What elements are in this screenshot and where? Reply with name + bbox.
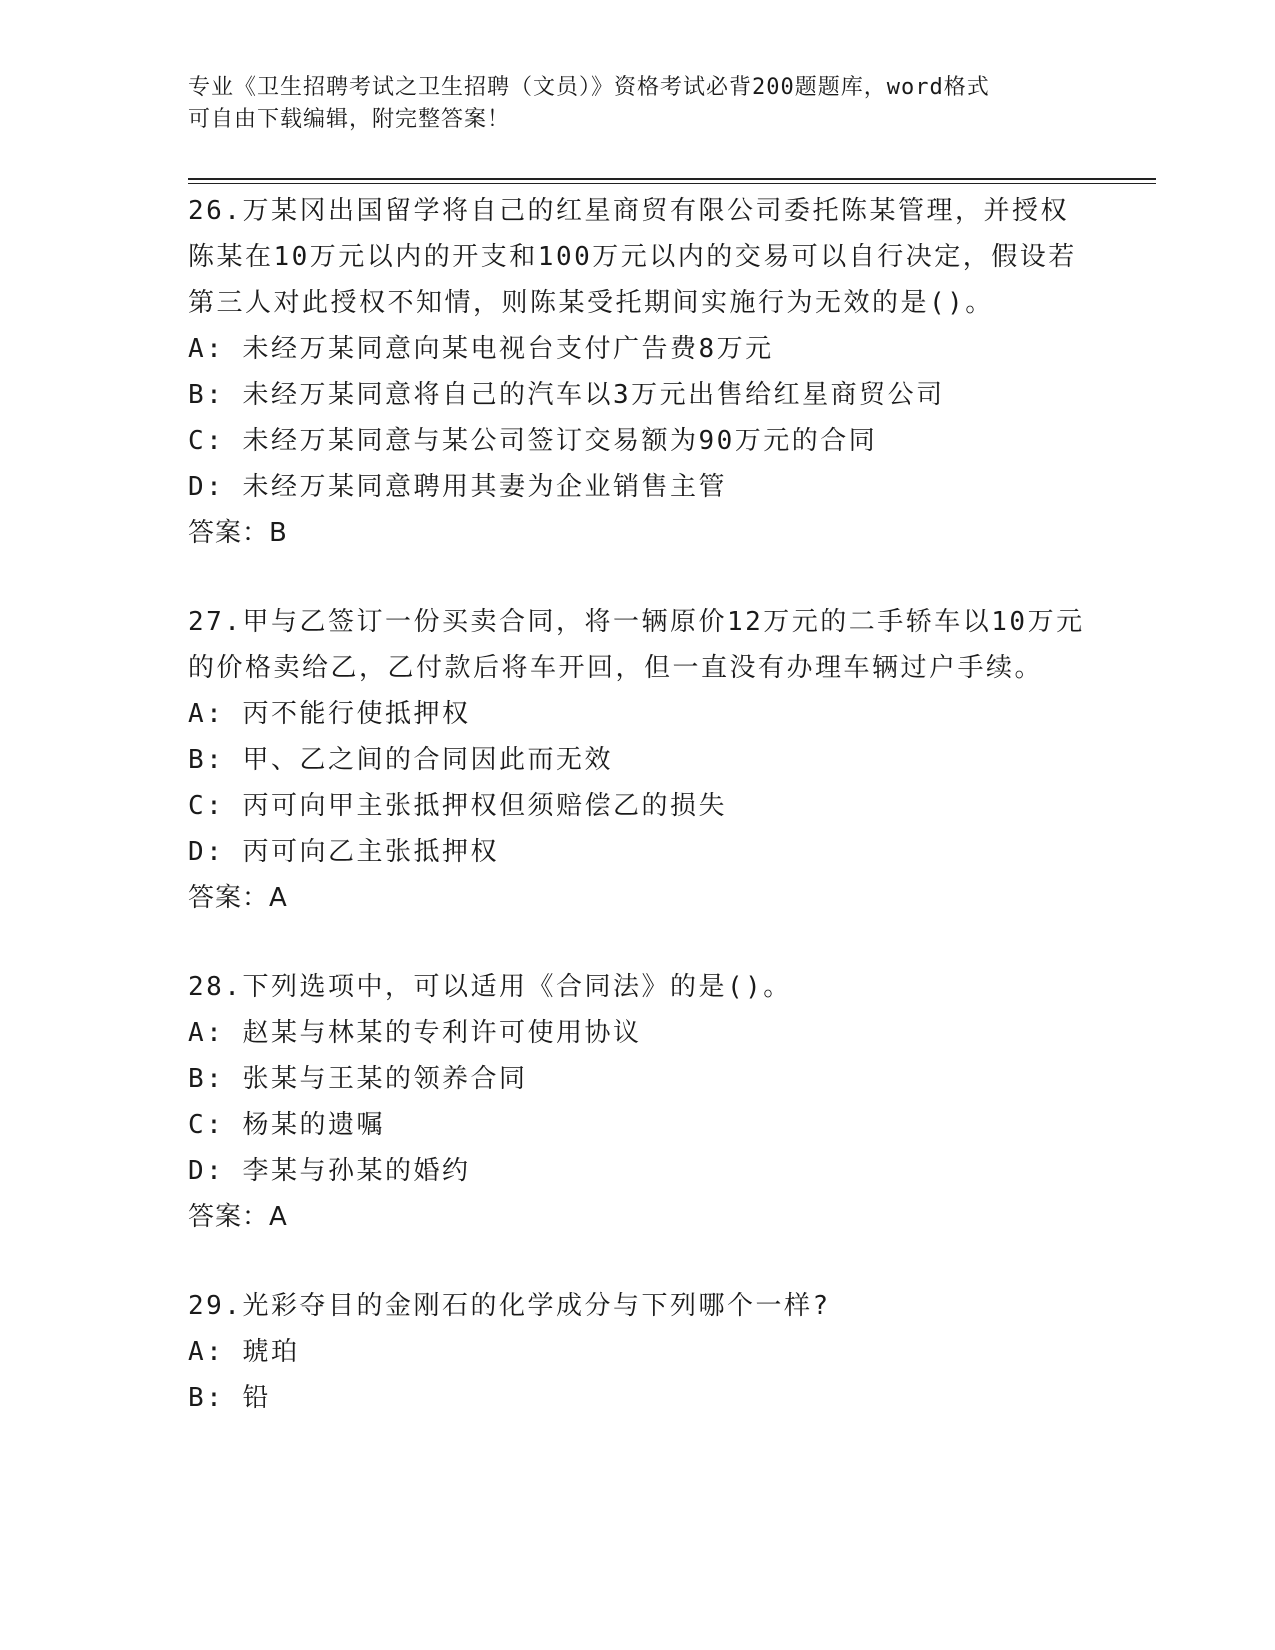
header-line-1: 专业《卫生招聘考试之卫生招聘（文员）》资格考试必背200题题库，word格式	[188, 75, 990, 100]
option-letter: B:	[188, 745, 225, 775]
header-divider-thick	[188, 178, 1156, 180]
option-c	[188, 418, 1088, 464]
question-29	[188, 1283, 1088, 1421]
option-letter: C:	[188, 426, 225, 456]
option-text: 丙可向甲主张抵押权但须赔偿乙的损失	[242, 791, 727, 821]
option-letter: A:	[188, 1018, 225, 1048]
option-d	[188, 829, 1088, 875]
option-text: 甲、乙之间的合同因此而无效	[242, 745, 613, 775]
header-divider-thin	[188, 183, 1156, 184]
question-stem: 26.万某冈出国留学将自己的红星商贸有限公司委托陈某管理，并授权陈某在10万元以内的开支和100万元以内的交易可以自行决定，假设若第三人对此授权不知情，则陈某受托期间实施行为无效的是()。	[188, 196, 1077, 318]
option-letter: B:	[188, 1383, 225, 1413]
option-letter: C:	[188, 791, 225, 821]
header-line-2: 可自由下载编辑，附完整答案！	[188, 107, 511, 132]
option-text: 赵某与林某的专利许可使用协议	[242, 1018, 642, 1048]
option-b	[188, 1056, 1088, 1102]
option-letter: A:	[188, 699, 225, 729]
question-list	[188, 188, 1088, 1464]
option-letter: B:	[188, 380, 225, 410]
option-c	[188, 783, 1088, 829]
question-27	[188, 599, 1088, 921]
option-a	[188, 1329, 1088, 1375]
option-text: 丙可向乙主张抵押权	[242, 837, 499, 867]
option-letter: D:	[188, 472, 225, 502]
option-text: 琥珀	[242, 1337, 300, 1367]
answer-line: 答案：A	[188, 1202, 288, 1232]
option-letter: B:	[188, 1064, 225, 1094]
option-text: 铅	[242, 1383, 271, 1413]
option-text: 张某与王某的领养合同	[242, 1064, 528, 1094]
option-a	[188, 1010, 1088, 1056]
question-28	[188, 964, 1088, 1240]
option-d	[188, 464, 1088, 510]
option-c	[188, 1102, 1088, 1148]
option-letter: A:	[188, 1337, 225, 1367]
option-text: 未经万某同意向某电视台支付广告费8万元	[242, 334, 774, 364]
answer-line: 答案：B	[188, 518, 288, 548]
option-text: 杨某的遗嘱	[242, 1110, 385, 1140]
answer-line: 答案：A	[188, 883, 288, 913]
document-header	[188, 72, 1068, 136]
question-26	[188, 188, 1088, 556]
option-text: 未经万某同意与某公司签订交易额为90万元的合同	[242, 426, 878, 456]
option-b	[188, 372, 1088, 418]
option-letter: C:	[188, 1110, 225, 1140]
option-b	[188, 1375, 1088, 1421]
option-b	[188, 737, 1088, 783]
option-d	[188, 1148, 1088, 1194]
question-stem: 29.光彩夺目的金刚石的化学成分与下列哪个一样?	[188, 1291, 831, 1321]
option-a	[188, 326, 1088, 372]
option-a	[188, 691, 1088, 737]
option-text: 未经万某同意将自己的汽车以3万元出售给红星商贸公司	[242, 380, 945, 410]
option-text: 未经万某同意聘用其妻为企业销售主管	[242, 472, 727, 502]
question-stem: 28.下列选项中，可以适用《合同法》的是()。	[188, 972, 792, 1002]
option-letter: A:	[188, 334, 225, 364]
option-letter: D:	[188, 837, 225, 867]
option-text: 丙不能行使抵押权	[242, 699, 471, 729]
option-letter: D:	[188, 1156, 225, 1186]
option-text: 李某与孙某的婚约	[242, 1156, 471, 1186]
question-stem: 27.甲与乙签订一份买卖合同，将一辆原价12万元的二手轿车以10万元的价格卖给乙，乙付款后将车开回，但一直没有办理车辆过户手续。	[188, 607, 1085, 683]
